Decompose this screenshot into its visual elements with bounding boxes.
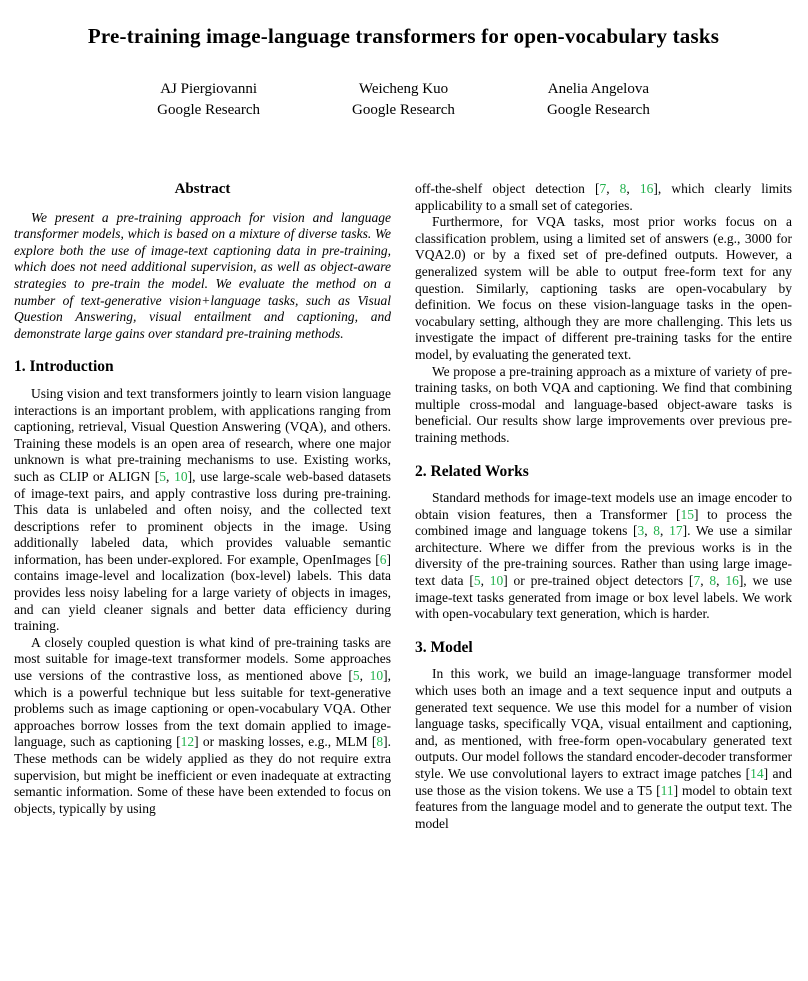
author-block [14,79,793,121]
section-heading: 1. Introduction [14,358,114,376]
author [157,79,260,121]
citation-link[interactable]: 5 [473,573,481,589]
citation-link[interactable]: 8 [709,573,717,589]
citation-link[interactable]: 12 [180,734,195,750]
citation-link[interactable]: 17 [669,523,683,539]
paragraph: In this work, we build an image-language transformer model which uses both an image and a text sequence input and outputs a generated text sequence. We use this model for a number of vision language tasks, specifically VQA, visual entailment and captioning, and, as mentioned, with free-form open-vocabulary generated text outputs. Our model follows the standard encoder-decoder transformer style. We use convolutional layers to extract image patches [14] and use those as the vision tokens. We use a T5 [11] model to obtain text features from the language model and to generate the output text. The model [415,666,792,831]
paragraph: Using vision and text transformers jointly to learn vision language interactions is an important problem, with applications ranging from captioning, retrieval, Visual Question Answering (VQA), and others. Training these models is an open area of research, where one major unknown is what pre-training mechanisms to use. Existing works, such as CLIP or ALIGN [5, 10], use large-scale web-based datasets of image-text pairs, and apply contrastive loss during pre-training. This data is unlabeled and often noisy, and the collected text descriptions refer to prominent objects in the image. Using additionally labeled data, which provides valuable semantic information, has been under-explored. For example, OpenImages [6] contains image-level and localization (box-level) labels. This data provides less noisy labeling for a large variety of objects in images, and can yield cleaner signals and better data efficiency during training. [14,385,391,634]
paper-title: Pre-training image-language transformers for open-vocabulary tasks [87,24,720,48]
section-heading: 3. Model [415,638,473,656]
citation-link[interactable]: 10 [489,573,504,589]
citation-link[interactable]: 16 [725,573,739,589]
citation-link[interactable]: 14 [750,766,764,781]
paragraph: A closely coupled question is what kind of pre-training tasks are most suitable for image-text transformer models. Some approaches use versions of the contrastive loss, as mentioned above [5, 10], which is a powerful technique but less suitable for text-generative problems such as image captioning or open-vocabulary VQA. Other approaches borrow losses from the text domain applied to image-language, such as captioning [12] or masking losses, e.g., MLM [8]. These methods can be widely applied as they do not require extra supervision, but might be inefficient or even inadequate at extracting semantic information. Some of these have been extended to focus on objects, typically by using [14,634,392,816]
author-name: Weicheng Kuo [358,81,449,97]
paragraph: Furthermore, for VQA tasks, most prior works focus on a classification problem, using a limited set of answers (e.g., 3000 for VQA2.0) or by a fixed set of pre-defined outputs. However, a generalized system will be able to output free-form text for any question. Similarly, captioning tasks are open-vocabulary by definition. We focus on these vision-language tasks in the open-vocabulary setting, although they are more challenging. This lets us investigate the impact of different pre-training tasks for the entire model, by evaluating the generated text. [415,214,792,362]
citation-link[interactable]: 5 [159,468,167,484]
citation-link[interactable]: 10 [369,668,384,684]
citation-link[interactable]: 7 [599,181,607,196]
citation-link[interactable]: 8 [653,523,661,539]
citation-link[interactable]: 3 [637,523,645,539]
citation-link[interactable]: 5 [352,668,360,684]
citation-link[interactable]: 8 [619,181,627,196]
citation-link[interactable]: 11 [660,782,674,798]
author-affiliation: Google Research [546,102,650,118]
citation-link[interactable]: 15 [680,506,694,522]
citation-link[interactable]: 6 [379,551,387,567]
right-column [415,181,792,832]
author [352,79,455,121]
paragraph: off-the-shelf object detection [7, 8, 16], which clearly limits applicability to a small set of categories. [415,181,793,213]
author-name: AJ Piergiovanni [160,81,257,97]
paragraph: We propose a pre-training approach as a mixture of variety of pre-training tasks, on both VQA and captioning. We find that combining multiple cross-modal and language-based object-aware tasks is beneficial. Our results show large improvements over previous pre-training methods. [415,363,792,445]
paragraph: We present a pre-training approach for vision and language transformer models, which is based on a mixture of diverse tasks. We explore both the use of image-text captioning data in pre-training, which does not need additional supervision, as well as object-aware strategies to pre-train the model. We evaluate the method on a number of text-generative vision+language tasks, such as Visual Question Answering, visual entailment and captioning, and demonstrate large gains over standard pre-training methods. [14,209,391,341]
citation-link[interactable]: 7 [693,573,701,589]
paragraph: Standard methods for image-text models use an image encoder to obtain vision features, then a Transformer [15] to process the combined image and language tokens [3, 8, 17]. We use a similar architecture. Where we differ from the previous works is in the diversity of the pre-training sources. Rather than using large image-text data [5, 10] or pre-trained object detectors [7, 8, 16], we use image-text tasks generated from image or box level labels. We work with open-vocabulary text generation, which is harder. [415,490,793,622]
abstract-heading: Abstract [174,181,231,197]
citation-link[interactable]: 8 [376,734,384,750]
section-heading: 2. Related Works [415,462,529,480]
author [547,79,650,121]
author-affiliation: Google Research [157,102,261,118]
citation-link[interactable]: 10 [174,468,188,484]
citation-link[interactable]: 16 [639,181,654,196]
author-name: Anelia Angelova [547,81,649,97]
two-column-body [14,181,793,832]
author-affiliation: Google Research [352,102,455,118]
left-column [14,181,391,832]
